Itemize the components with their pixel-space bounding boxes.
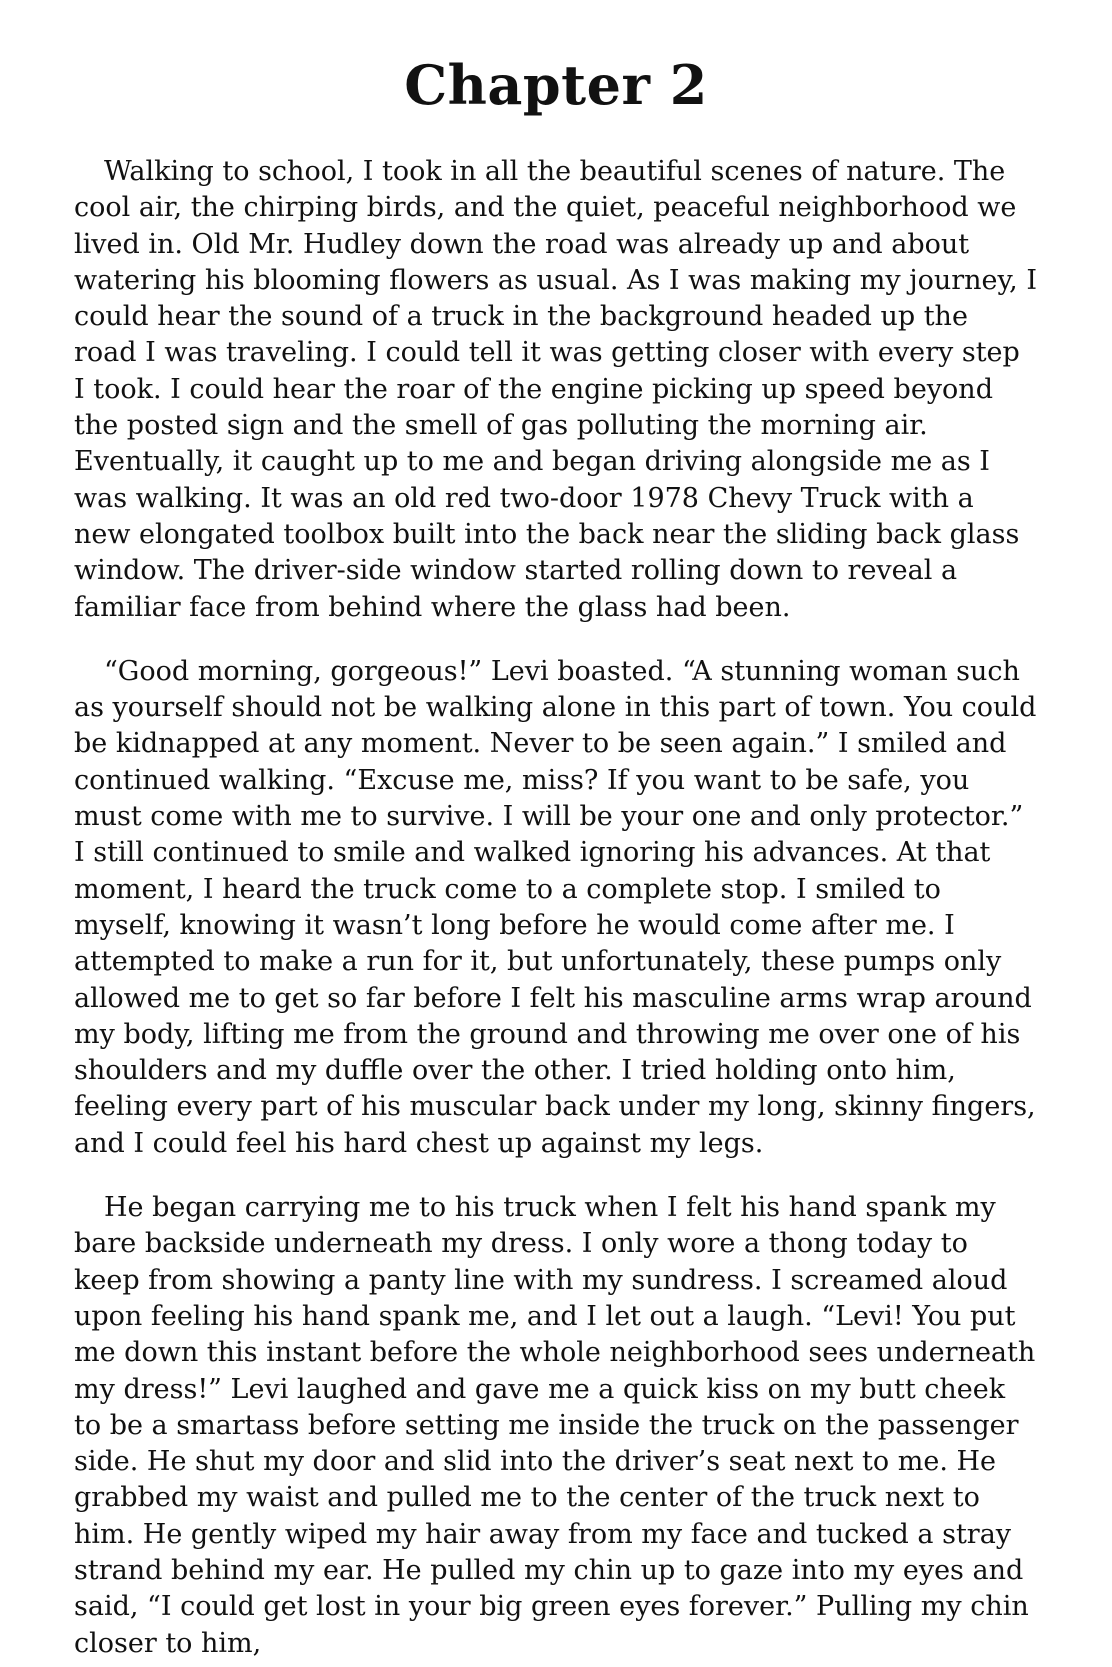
paragraph-1: Walking to school, I took in all the beautiful scenes of nature. The cool air, the chirping birds, and the quiet, peaceful neighborhood we lived in. Old Mr. Hudley down the road was already up and about watering his blooming flowers as usual. As I was making my journey, I could hear the sound of a truck in the background headed up the road I was traveling. I could tell it was getting closer with every step I took. I could hear the roar of the engine picking up speed beyond the posted sign and the smell of gas polluting the morning air. Eventually, it caught up to me and began driving alongside me as I was walking. It was an old red two-door 1978 Chevy Truck with a new elongated toolbox built into the back near the sliding back glass window. The driver-side window started rolling down to reveal a familiar face from behind where the glass had been.: [74, 156, 1037, 623]
paragraph-2: “Good morning, gorgeous!” Levi boasted. “A stunning woman such as yourself should not be walking alone in this part of town. You could be kidnapped at any moment. Never to be seen again.” I smiled and continued walking. “Excuse me, miss? If you want to be safe, you must come with me to survive. I will be your one and only protector.” I still continued to smile and walked ignoring his advances. At that moment, I heard the truck come to a complete stop. I smiled to myself, knowing it wasn’t long before he would come after me. I attempted to make a run for it, but unfortunately, these pumps only allowed me to get so far before I felt his masculine arms wrap around my body, lifting me from the ground and throwing me over one of his shoulders and my duffle over the other. I tried holding onto him, feeling every part of his muscular back under my long, skinny fingers, and I could feel his hard chest up against my legs.: [74, 655, 1037, 1159]
book-page: [74, 0, 1038, 1662]
chapter-title: Chapter 2: [404, 53, 708, 117]
paragraph-3: He began carrying me to his truck when I felt his hand spank my bare backside underneath my dress. I only wore a thong today to keep from showing a panty line with my sundress. I screamed aloud upon feeling his hand spank me, and I let out a laugh. “Levi! You put me down this instant before the whole neighborhood sees underneath my dress!” Levi laughed and gave me a quick kiss on my butt cheek to be a smartass before setting me inside the truck on the passenger side. He shut my door and slid into the driver’s seat next to me. He grabbed my waist and pulled me to the center of the truck next to him. He gently wiped my hair away from my face and tucked a stray strand behind my ear. He pulled my chin up to gaze into my eyes and said, “I could get lost in your big green eyes forever.” Pulling my chin closer to him,: [74, 1192, 1036, 1659]
